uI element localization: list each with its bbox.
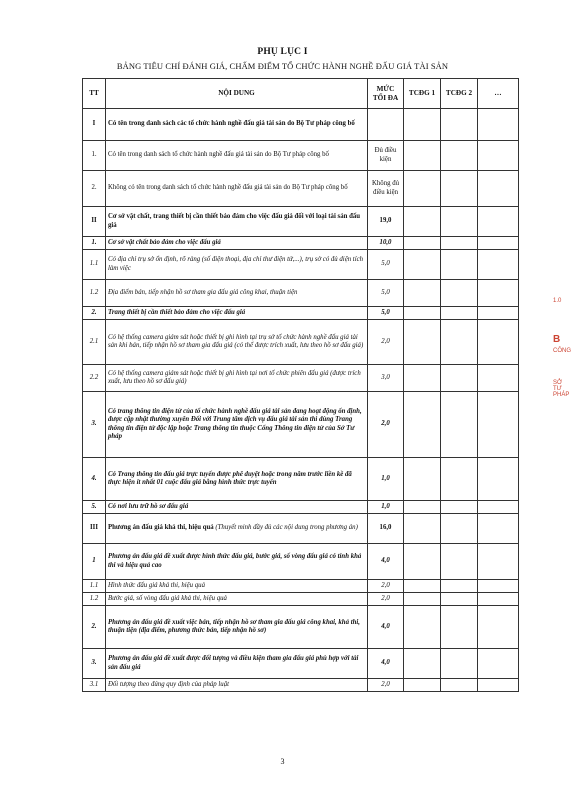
row-more (478, 250, 519, 280)
table-row (83, 580, 519, 593)
row-tcdg-2 (441, 171, 478, 207)
row-noi-dung-text: Có địa chỉ trụ sở ổn định, rõ ràng (số điện thoại, địa chỉ thư điện tử,...), trụ sở có đủ diện tích làm việc (108, 256, 364, 272)
row-tcdg-2 (441, 606, 478, 649)
row-tcdg-2 (441, 392, 478, 458)
row-tcdg-2 (441, 280, 478, 307)
margin-stamp-4: SỞ TƯ PHÁP (553, 380, 570, 398)
table-row (83, 207, 519, 237)
row-noi-dung-text: Có Trang thông tin đấu giá trực tuyến được phê duyệt hoặc trong năm trước liền kề đã thực hiện ít nhất 01 cuộc đấu giá bằng hình thức trực tuyến (108, 470, 352, 486)
row-tt: 1.1 (83, 250, 106, 280)
row-more (478, 649, 519, 679)
row-noi-dung (106, 320, 368, 365)
margin-stamp-1: 1.0 (553, 298, 562, 304)
row-noi-dung-text: Cơ sở vật chất bảo đảm cho việc đấu giá (108, 238, 221, 246)
row-noi-dung (106, 207, 368, 237)
row-noi-dung (106, 679, 368, 692)
row-tcdg-1 (404, 501, 441, 514)
row-more (478, 606, 519, 649)
page-number: 3 (280, 757, 285, 766)
table-row (83, 109, 519, 141)
row-noi-dung (106, 237, 368, 250)
row-noi-dung (106, 593, 368, 606)
header-tcdg-2: TCĐG 2 (441, 79, 478, 109)
row-noi-dung (106, 307, 368, 320)
row-tcdg-2 (441, 307, 478, 320)
row-muc-toi-da: 1,0 (368, 501, 404, 514)
row-tt: 2. (83, 307, 106, 320)
row-tcdg-1 (404, 580, 441, 593)
row-tt: 1.1 (83, 580, 106, 593)
row-muc-toi-da (368, 109, 404, 141)
row-muc-toi-da: Không đủ điều kiện (368, 171, 404, 207)
row-noi-dung-text: Có hệ thống camera giám sát hoặc thiết bị ghi hình tại nơi tổ chức phiên đấu giá (được trích xuất, lưu theo hồ sơ đấu giá) (108, 369, 361, 385)
table-row (83, 606, 519, 649)
row-tcdg-1 (404, 207, 441, 237)
row-noi-dung-text: Đối tượng theo đúng quy định của pháp luật (108, 680, 229, 688)
row-tcdg-2 (441, 544, 478, 580)
row-noi-dung (106, 514, 368, 544)
header-noi-dung: NỘI DUNG (106, 79, 368, 109)
row-tcdg-2 (441, 649, 478, 679)
row-tcdg-1 (404, 171, 441, 207)
row-more (478, 392, 519, 458)
row-noi-dung-text: Có trang thông tin điện tử của tổ chức hành nghề đấu giá tài sản đang hoạt động ổn định, được cập nhật thường xuyên Đối với Trung tâm dịch vụ đấu giá tài sản thì dùng Trang thông tin điện tử độc lập hoặc Trang thông tin thuộc Cổng Thông tin điện tử của Sở Tư pháp (108, 407, 362, 440)
row-tcdg-1 (404, 280, 441, 307)
row-muc-toi-da: 5,0 (368, 307, 404, 320)
row-more (478, 141, 519, 171)
row-tcdg-2 (441, 207, 478, 237)
row-tt: 5. (83, 501, 106, 514)
row-tt: 1.2 (83, 593, 106, 606)
row-noi-dung-text: Có tên trong danh sách tổ chức hành nghề đấu giá tài sản do Bộ Tư pháp công bố (108, 151, 329, 159)
row-noi-dung (106, 141, 368, 171)
table-row (83, 320, 519, 365)
row-tcdg-2 (441, 580, 478, 593)
row-noi-dung (106, 606, 368, 649)
row-muc-toi-da: Đủ điều kiện (368, 141, 404, 171)
table-row (83, 514, 519, 544)
table-subtitle: BẢNG TIÊU CHÍ ĐÁNH GIÁ, CHẤM ĐIỂM TỔ CHỨC HÀNH NGHỀ ĐẤU GIÁ TÀI SẢN (116, 61, 449, 71)
row-noi-dung-text: Bước giá, số vòng đấu giá khả thi, hiệu quả (108, 594, 227, 602)
row-tt: 1 (83, 544, 106, 580)
row-tcdg-1 (404, 237, 441, 250)
row-noi-dung-text: Có tên trong danh sách các tổ chức hành nghề đấu giá tài sản do Bộ Tư pháp công bố (108, 120, 355, 128)
row-noi-dung-text: Phương án đấu giá đề xuất được đối tượng và điều kiện tham gia đấu giá phù hợp với tài sản đấu giá (108, 655, 359, 671)
row-muc-toi-da: 2,0 (368, 580, 404, 593)
row-tcdg-1 (404, 141, 441, 171)
row-more (478, 458, 519, 501)
row-tt: 1.2 (83, 280, 106, 307)
row-more (478, 501, 519, 514)
row-muc-toi-da: 4,0 (368, 649, 404, 679)
row-tcdg-2 (441, 237, 478, 250)
row-tcdg-2 (441, 458, 478, 501)
row-noi-dung (106, 392, 368, 458)
row-noi-dung-text: Không có tên trong danh sách tổ chức hành nghề đấu giá tài sản do Bộ Tư pháp công bố (108, 184, 348, 192)
row-tcdg-1 (404, 649, 441, 679)
row-tcdg-1 (404, 250, 441, 280)
row-tcdg-1 (404, 307, 441, 320)
header-tt: TT (83, 79, 106, 109)
row-note: (Thuyết minh đầy đủ các nội dung trong phương án) (215, 524, 358, 532)
row-tcdg-1 (404, 544, 441, 580)
row-tcdg-1 (404, 514, 441, 544)
row-tt: I (83, 109, 106, 141)
table-row (83, 679, 519, 692)
row-noi-dung-text: Phương án đấu giá đề xuất việc bán, tiếp nhận hồ sơ tham gia đấu giá công khai, khả thi, thuận tiện (địa điểm, phương thức bán, tiếp nhận hồ sơ) (108, 618, 360, 634)
table-row (83, 280, 519, 307)
row-muc-toi-da: 4,0 (368, 606, 404, 649)
row-noi-dung (106, 365, 368, 392)
row-muc-toi-da: 2,0 (368, 392, 404, 458)
row-tt: 1. (83, 141, 106, 171)
row-tt: 2. (83, 171, 106, 207)
row-noi-dung-text: Cơ sở vật chất, trang thiết bị cần thiết bảo đảm cho việc đấu giá đối với loại tài sản đấu giá (108, 213, 361, 229)
row-tcdg-2 (441, 679, 478, 692)
row-noi-dung (106, 501, 368, 514)
row-tcdg-2 (441, 501, 478, 514)
table-row (83, 458, 519, 501)
row-tcdg-2 (441, 514, 478, 544)
appendix-title: PHỤ LỤC I (257, 47, 308, 57)
row-more (478, 207, 519, 237)
table-row (83, 141, 519, 171)
row-noi-dung-text: Có nơi lưu trữ hồ sơ đấu giá (108, 502, 189, 510)
table-row (83, 237, 519, 250)
row-more (478, 544, 519, 580)
row-more (478, 593, 519, 606)
row-tt: 2.2 (83, 365, 106, 392)
row-noi-dung-text: Hình thức đấu giá khả thi, hiệu quả (108, 581, 205, 589)
header-more: … (478, 79, 519, 109)
header-muc-toi-da: MỨC TỐI ĐA (368, 79, 404, 109)
row-more (478, 109, 519, 141)
row-noi-dung-text: Phương án đấu giá đề xuất được hình thức đấu giá, bước giá, số vòng đấu giá có tính khả thi và hiệu quả cao (108, 553, 362, 569)
row-more (478, 679, 519, 692)
table-row (83, 365, 519, 392)
row-tt: 3.1 (83, 679, 106, 692)
row-noi-dung-text: Địa điểm bán, tiếp nhận hồ sơ tham gia đấu giá công khai, thuận tiện (108, 288, 298, 296)
row-tcdg-2 (441, 593, 478, 606)
row-more (478, 365, 519, 392)
table-row (83, 544, 519, 580)
row-tcdg-1 (404, 458, 441, 501)
row-tt: 2. (83, 606, 106, 649)
row-noi-dung (106, 580, 368, 593)
table-row (83, 593, 519, 606)
criteria-table (82, 78, 519, 692)
row-muc-toi-da: 10,0 (368, 237, 404, 250)
row-tcdg-1 (404, 365, 441, 392)
row-noi-dung-text: Trang thiết bị cần thiết bảo đảm cho việc đấu giá (108, 308, 246, 316)
row-noi-dung-text: Phương án đấu giá khả thi, hiệu quả (108, 524, 214, 532)
row-noi-dung (106, 171, 368, 207)
row-tcdg-2 (441, 250, 478, 280)
row-tcdg-1 (404, 320, 441, 365)
row-tcdg-2 (441, 109, 478, 141)
row-tt: 3. (83, 649, 106, 679)
table-row (83, 501, 519, 514)
row-tcdg-2 (441, 141, 478, 171)
table-row (83, 250, 519, 280)
row-noi-dung (106, 280, 368, 307)
margin-stamp-3: CÔNG (553, 348, 571, 354)
row-muc-toi-da: 19,0 (368, 207, 404, 237)
row-tt: III (83, 514, 106, 544)
row-muc-toi-da: 2,0 (368, 593, 404, 606)
table-body (83, 109, 519, 692)
row-noi-dung-text: Có hệ thống camera giám sát hoặc thiết bị ghi hình tại trụ sở tổ chức hành nghề đấu giá tài sản khi bán, tiếp nhận hồ sơ tham gia đấu giá (có thể được trích xuất, lưu theo hồ sơ đấu giá) (108, 333, 364, 349)
row-tt: 4. (83, 458, 106, 501)
row-tcdg-1 (404, 109, 441, 141)
table-row (83, 307, 519, 320)
margin-stamp-2: B (553, 334, 561, 345)
row-muc-toi-da: 16,0 (368, 514, 404, 544)
row-noi-dung (106, 544, 368, 580)
row-more (478, 580, 519, 593)
row-muc-toi-da: 1,0 (368, 458, 404, 501)
row-muc-toi-da: 5,0 (368, 250, 404, 280)
row-more (478, 237, 519, 250)
row-noi-dung (106, 250, 368, 280)
row-more (478, 280, 519, 307)
row-muc-toi-da: 2,0 (368, 320, 404, 365)
row-tt: 2.1 (83, 320, 106, 365)
row-muc-toi-da: 5,0 (368, 280, 404, 307)
row-tcdg-1 (404, 593, 441, 606)
row-noi-dung (106, 458, 368, 501)
header-tcdg-1: TCĐG 1 (404, 79, 441, 109)
row-tcdg-1 (404, 679, 441, 692)
row-tcdg-2 (441, 365, 478, 392)
row-tcdg-1 (404, 392, 441, 458)
row-tt: 3. (83, 392, 106, 458)
row-noi-dung (106, 109, 368, 141)
row-more (478, 171, 519, 207)
table-header-row (83, 79, 519, 109)
row-more (478, 514, 519, 544)
row-tt: II (83, 207, 106, 237)
row-muc-toi-da: 3,0 (368, 365, 404, 392)
row-muc-toi-da: 4,0 (368, 544, 404, 580)
row-more (478, 320, 519, 365)
row-noi-dung (106, 649, 368, 679)
row-muc-toi-da: 2,0 (368, 679, 404, 692)
row-tcdg-1 (404, 606, 441, 649)
table-row (83, 171, 519, 207)
row-more (478, 307, 519, 320)
table-row (83, 649, 519, 679)
table-row (83, 392, 519, 458)
row-tcdg-2 (441, 320, 478, 365)
row-tt: 1. (83, 237, 106, 250)
